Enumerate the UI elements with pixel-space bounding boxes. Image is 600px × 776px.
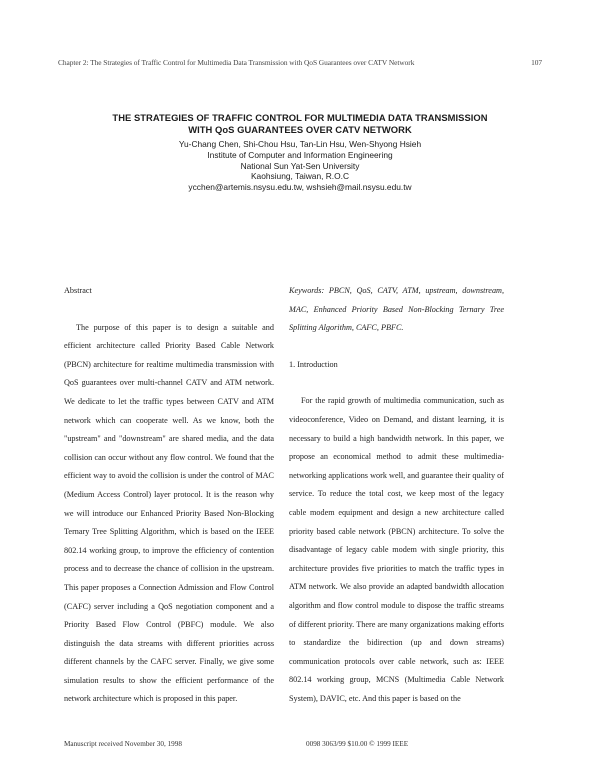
- manuscript-note: Manuscript received November 30, 1998: [64, 740, 182, 748]
- affiliation-location: Kaohsiung, Taiwan, R.O.C: [250, 171, 350, 182]
- abstract-heading: Abstract: [64, 286, 92, 295]
- abstract-body: The purpose of this paper is to design a suitable and efficient architecture called Priority Based Cable Network (PBCN) architecture for realtime multimedia transmission with QoS guarantees over multi-channel CATV and ATM network. We dedicate to let the traffic types between CATV and ATM network which can cooperate well. As we know, both the "upstream" and "downstream" are shared media, and the data collision can occur without any flow control. We found that the efficient way to avoid the collision is under the control of MAC (Medium Access Control) layer protocol. It is the reason why we will introduce our Enhanced Priority Based Non-Blocking Ternary Tree Splitting Algorithm, which is based on the IEEE 802.14 working group, to improve the efficiency of contention process and to decrease the chance of collision in the upstream. This paper proposes a Connection Admission and Flow Control (CAFC) server including a QoS negotiation component and a Priority Based Flow Control (PBFC) module. We also distinguish the data streams with different priorities across different channels by the CAFC server. Finally, we give some simulation results to show the efficient performance of the network architecture which is proposed in this paper.: [64, 322, 274, 704]
- keywords: [289, 282, 504, 338]
- introduction-body: For the rapid growth of multimedia communication, such as videoconference, Video on Demand, and distant learning, it is necessary to build a high bandwidth network. In this paper, we propose an economical method to admit these multimedia-networking applications work well, and guarantee their quality of service. To reduce the total cost, we keep most of the legacy cable modem equipment and design a new architecture called priority based cable network (PBCN) architecture. To solve the disadvantage of legacy cable modem with single priority, this architecture provides five priorities to match the traffic types in ATM network. We also provide an adapted bandwidth allocation algorithm and flow control module to dispose the traffic streams of different priority. There are many organizations making efforts to standardize the bidirection (up and down streams) communication protocols over cable network, such as: IEEE 802.14 working group, MCNS (Multimedia Cable Network System), DAVIC, etc. And this paper is based on the: [289, 396, 504, 703]
- running-header-text: Chapter 2: The Strategies of Traffic Control for Multimedia Data Transmission with QoS Guarantees over CATV Network: [58, 58, 415, 67]
- affiliation-institute: Institute of Computer and Information Engineering: [207, 149, 393, 160]
- keywords-text: PBCN, QoS, CATV, ATM, upstream, downstream, MAC, Enhanced Priority Based Non-Blocking Ternary Tree Splitting Algorithm, CAFC, PBFC.: [289, 286, 504, 333]
- left-column: [64, 282, 274, 709]
- author-emails: ycchen@artemis.nsysu.edu.tw, wshsieh@mail.nsysu.edu.tw: [188, 182, 412, 193]
- title-block: [60, 112, 540, 193]
- page-number: 107: [531, 58, 542, 67]
- introduction-heading: 1. Introduction: [289, 359, 338, 369]
- copyright-line: 0098 3063/99 $10.00 © 1999 IEEE: [306, 740, 409, 748]
- affiliation-university: National Sun Yat-Sen University: [240, 160, 360, 171]
- right-column: [289, 282, 504, 708]
- authors: Yu-Chang Chen, Shi-Chou Hsu, Tan-Lin Hsu, Wen-Shyong Hsieh: [178, 139, 422, 149]
- paper-title: [60, 112, 540, 136]
- author-block: [60, 139, 540, 193]
- running-header: [58, 58, 542, 67]
- keywords-label: Keywords:: [289, 286, 325, 295]
- title-line-2: WITH QoS GUARANTEES OVER CATV NETWORK: [188, 124, 412, 135]
- title-line-1: THE STRATEGIES OF TRAFFIC CONTROL FOR MULTIMEDIA DATA TRANSMISSION: [112, 112, 488, 123]
